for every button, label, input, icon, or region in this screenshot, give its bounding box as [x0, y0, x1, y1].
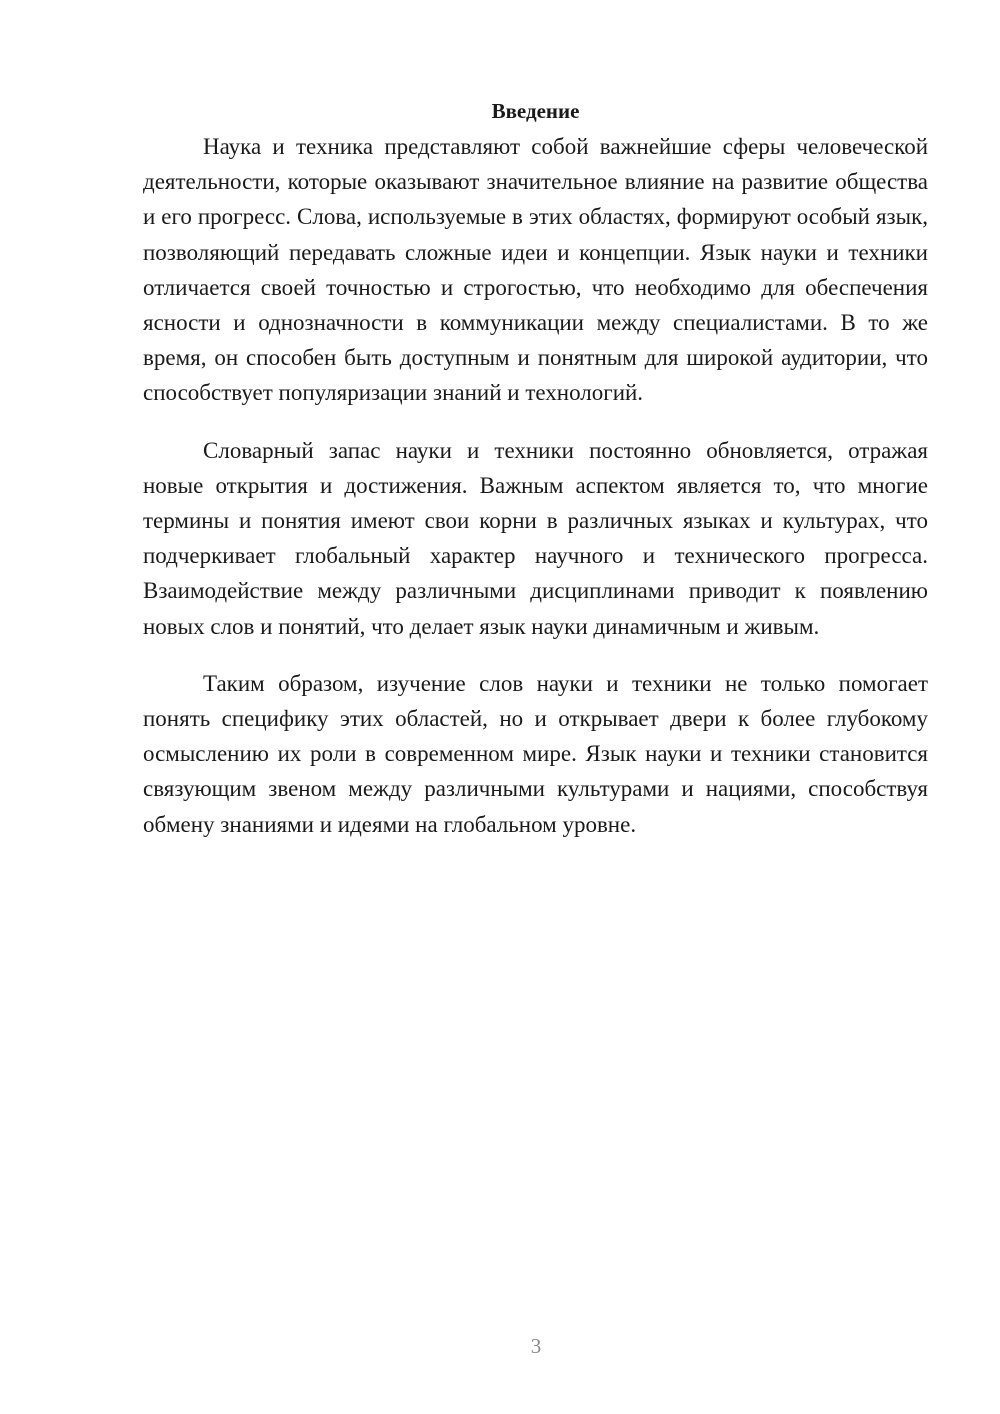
page-content [143, 96, 928, 864]
section-title: Введение [491, 99, 580, 123]
paragraph-2: Словарный запас науки и техники постоянно обновляется, отражая новые открытия и достижения. Важным аспектом является то, что многие термины и понятия имеют свои корни в различных языках и культурах, что подчеркивает глобальный характер научного и технического прогресса. Взаимодействие между различными дисциплинами приводит к появлению новых слов и понятий, что делает язык науки динамичным и живым. [143, 437, 928, 639]
page-number: 3 [530, 1334, 542, 1358]
paragraph-1: Наука и техника представляют собой важнейшие сферы человеческой деятельности, которые оказывают значительное влияние на развитие общества и его прогресс. Слова, используемые в этих областях, формируют особый язык, позволяющий передавать сложные идеи и концепции. Язык науки и техники отличается своей точностью и строгостью, что необходимо для обеспечения ясности и однозначности в коммуникации между специалистами. В то же время, он способен быть доступным и понятным для широкой аудитории, что способствует популяризации знаний и технологий. [143, 134, 928, 406]
paragraph-3: Таким образом, изучение слов науки и техники не только помогает понять специфику этих областей, но и открывает двери к более глубокому осмыслению их роли в современном мире. Язык науки и техники становится связующим звеном между различными культурами и нациями, способствуя обмену знаниями и идеями на глобальном уровне. [143, 670, 928, 837]
